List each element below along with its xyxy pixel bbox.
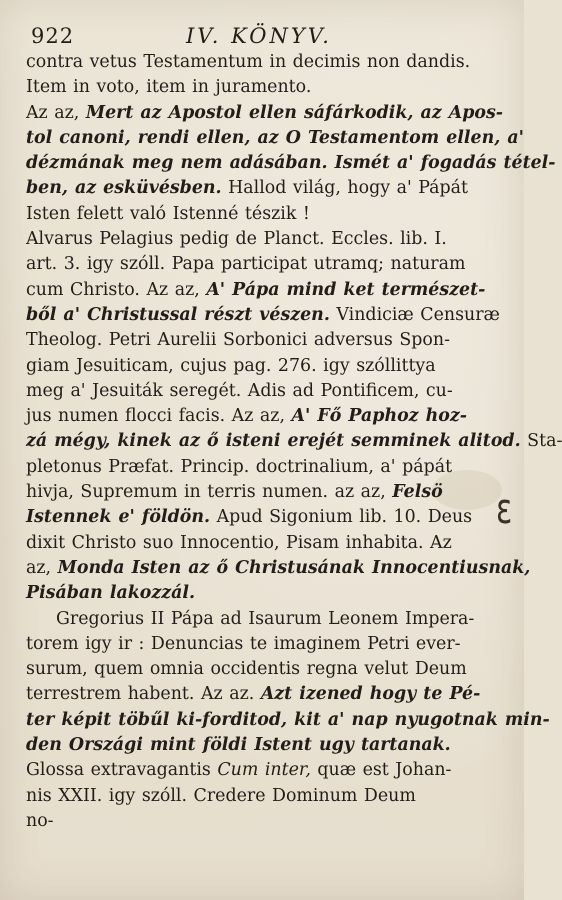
hungarian-translation-text: ben, az esküvésben. [26,178,222,199]
text-line [26,809,496,834]
text-line [26,429,562,454]
text-line [26,379,496,404]
hungarian-translation-text: den Országi mint földi Istent ugy tartanak. [26,735,451,756]
text-line [26,505,496,530]
text-segment: Hallod világ, hogy a' Pápát [221,178,469,199]
text-segment: dixit Christo suo Innocentio, Pisam inhabita. Az [26,532,452,553]
text-segment: Theolog. Petri Aurelii Sorbonici adversus Spon- [26,330,450,351]
text-segment: quæ est Johan- [310,760,452,781]
text-segment: Sta- [520,431,562,452]
hungarian-translation-text: A' Pápa mind ket természet- [206,279,486,300]
text-segment: Glossa extravagantis [26,760,218,781]
text-line [26,682,496,707]
text-segment: giam Jesuiticam, cujus pag. 276. igy szóllittya [26,355,436,376]
text-segment: art. 3. igy szóll. Papa participat utramq; naturam [26,254,466,275]
hungarian-translation-text: Monda Isten az ő Christusának Innocentiusnak, [57,557,531,578]
hungarian-translation-text: Pisában lakozzál. [26,583,196,604]
hungarian-translation-text: Istennek e' földön. [26,507,211,528]
text-line [26,733,496,758]
text-line [26,632,496,657]
text-segment: Apud Sigonium lib. 10. Deus [210,507,473,528]
hungarian-translation-text: Cum inter, [217,760,311,781]
text-line [26,758,496,783]
text-line [26,657,496,682]
page-text [26,22,562,834]
text-line [26,101,503,126]
text-segment: no- [26,810,54,831]
hungarian-translation-text: dézmának meg nem adásában. Ismét a' fogadás tétel- [26,153,556,174]
text-segment: meg a' Jesuiták seregét. Adis ad Pontificem, cu- [26,380,453,401]
text-line [26,328,496,353]
text-line [26,581,496,606]
text-segment: az, [26,557,58,578]
hungarian-translation-text: A' Fő Paphoz hoz- [291,406,467,427]
text-segment: cum Christo. Az az, [26,279,207,300]
margin-brace-mark: ɛ [496,485,513,534]
text-line [26,176,496,201]
text-line [26,227,496,252]
hungarian-translation-text: Mert az Apostol ellen sáfárkodik, az Apos- [85,102,503,123]
hungarian-translation-text: tol canoni, rendi ellen, az O Testamentom ellen, a' [26,127,524,148]
text-segment: Item in voto, item in juramento. [26,77,312,98]
text-line [26,708,550,733]
text-line [26,784,496,809]
hungarian-translation-text: zá mégy, kinek az ő isteni erejét semminek alitod. [26,431,521,452]
text-line [26,607,496,632]
page-number: 922 [31,24,75,48]
hungarian-translation-text: Felsö [392,482,443,503]
text-line [26,202,496,227]
text-line [26,75,496,100]
text-line [26,455,496,480]
text-segment: jus numen flocci facis. Az az, [26,406,292,427]
hungarian-translation-text: Azt izened hogy te Pé- [260,684,481,705]
text-line [26,252,496,277]
text-line [26,531,496,556]
body-text [26,50,562,834]
page-header [26,22,496,50]
text-segment: Vindiciæ Censuræ [329,304,500,325]
text-line [26,480,496,505]
text-line [26,126,524,151]
text-segment: surum, quem omnia occidentis regna velut Deum [26,659,467,680]
text-line [26,50,496,75]
hungarian-translation-text: ből a' Christussal részt vészen. [26,304,330,325]
text-segment: contra vetus Testamentum in decimis non dandis. [26,52,471,72]
text-line [26,404,496,429]
text-segment: terrestrem habent. Az az. [26,684,261,705]
text-segment: nis XXII. igy szóll. Credere Dominum Deum [26,785,416,806]
text-segment: torem igy ir : Denuncias te imaginem Petri ever- [26,633,461,654]
text-line [26,354,496,379]
text-segment: Gregorius II Pápa ad Isaurum Leonem Impera- [56,608,475,629]
text-line [26,303,500,328]
text-segment: pletonus Præfat. Princip. doctrinalium, a' pápát [26,456,453,477]
text-line [26,278,496,303]
running-head: IV. KÖNYV. [186,24,332,48]
text-segment: Az az, [26,102,86,123]
hungarian-translation-text: ter képit töbűl ki-forditod, kit a' nap nyugotnak min- [26,709,550,730]
text-segment: Alvarus Pelagius pedig de Planct. Eccles. lib. I. [26,229,447,250]
text-segment: Isten felett való Istenné tészik ! [26,203,310,224]
text-line [26,556,531,581]
text-segment: hivja, Supremum in terris numen. az az, [26,482,393,503]
text-line [26,151,556,176]
